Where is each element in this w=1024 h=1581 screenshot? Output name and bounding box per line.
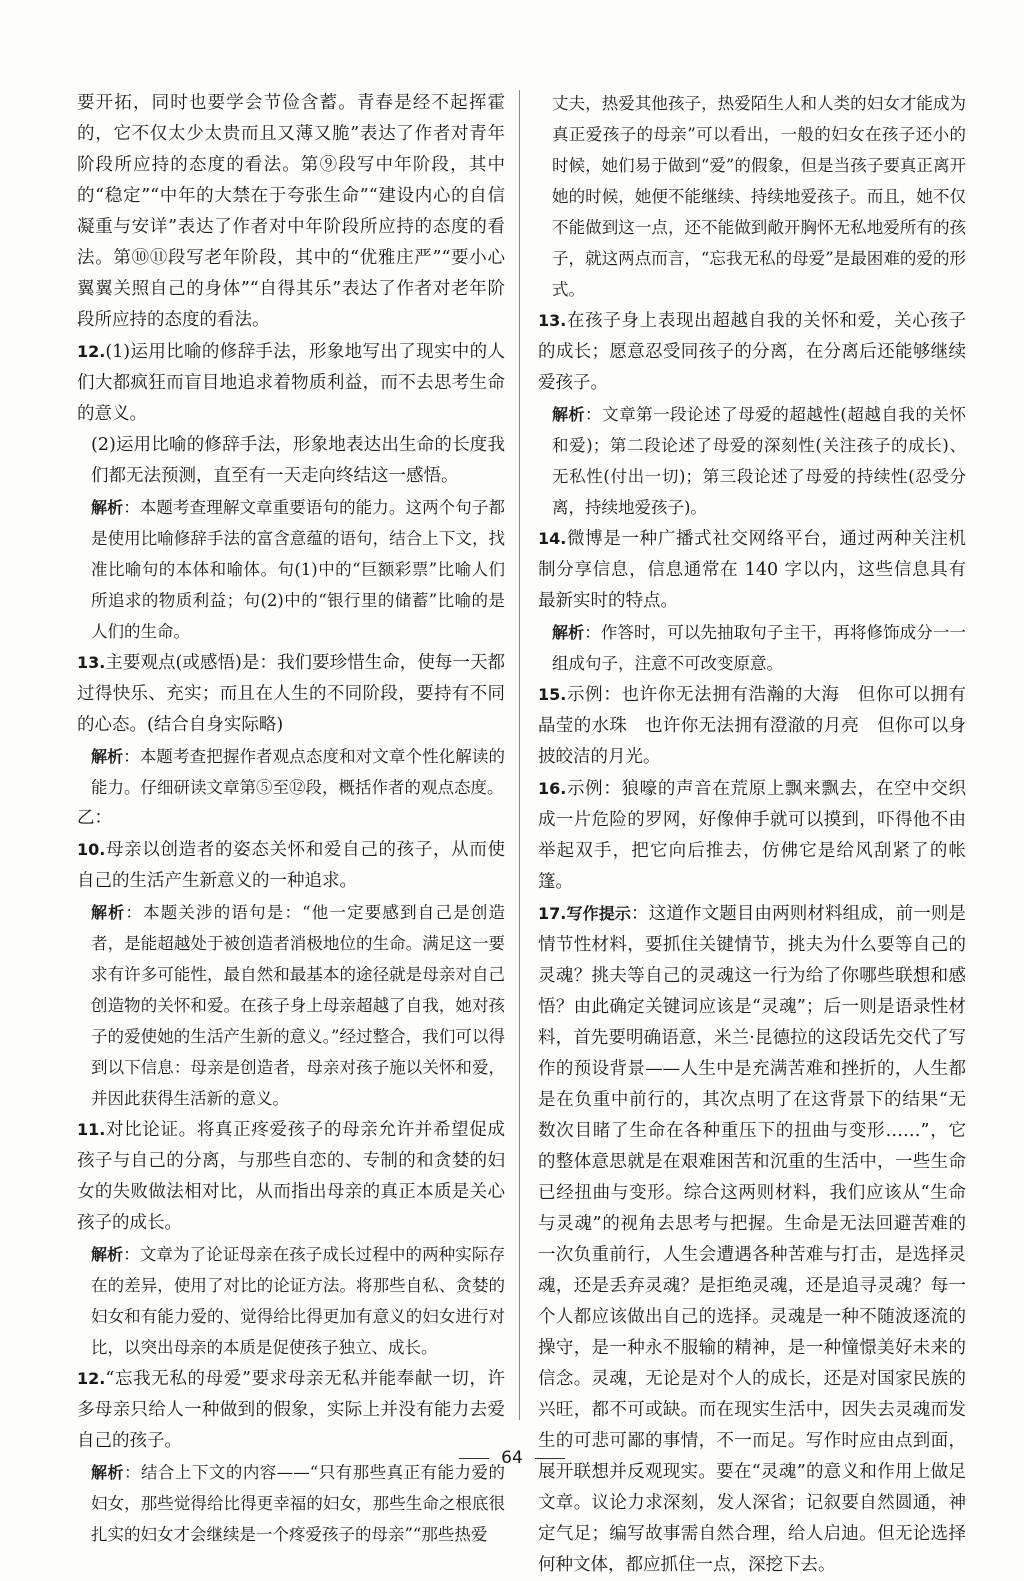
answer-text: 微博是一种广播式社交网络平台，通过两种关注机制分享信息，信息通常在 140 字以内，这些信息具有最新实时的特点。 (538, 529, 966, 611)
intro-paragraph: 要开拓，同时也要学会节俭含蓄。青春是经不起挥霍的，它不仅太少太贵而且又薄又脆”表达了作者对青年阶段所应持的态度的看法。第⑨段写中年阶段，其中的“稳定”“中年的大禁在于夸张生命”“建设内心的自信凝重与安详”表达了作者对中年阶段所应持的态度的看法。第⑩⑪段写老年阶段，其中的“优雅庄严”“要小心翼翼关照自己的身体”“自得其乐”表达了作者对老年阶段所应持的态度的看法。 (77, 93, 505, 330)
analysis-label: 解析 (91, 747, 124, 766)
answer-text: 示例：狼嚎的声音在荒原上飘来飘去，在空中交织成一片危险的罗网，好像伸手就可以摸到，吓得他不由举起双手，把它向后推去，仿佛它是给风刮紧了的帐篷。 (538, 779, 966, 892)
question-number: 16. (538, 779, 567, 798)
question-number: 13. (77, 653, 106, 672)
analysis-text: ：文章为了论证母亲在孩子成长过程中的两种实际存在的差异，使用了对比的论证方法。将那些自私、贪婪的妇女和有能力爱的、觉得给比得更加有意义的妇女进行对比，以突出母亲的本质是促使孩子独立、成长。 (91, 1245, 505, 1357)
question-11 (77, 1114, 505, 1363)
answer-text: 示例：也许你无法拥有浩瀚的大海 但你可以拥有晶莹的水珠 也许你无法拥有澄澈的月亮 但你可以身披皎洁的月光。 (538, 685, 966, 767)
answer-text: 母亲以创造者的姿态关怀和爱自己的孩子，从而使自己的生活产生新意义的一种追求。 (77, 840, 505, 891)
question-15 (538, 679, 966, 773)
analysis-label: 解析 (552, 405, 586, 424)
answer-text: 主要观点(或感悟)是：我们要珍惜生命，使每一天都过得快乐、充实；而且在人生的不同阶段，要持有不同的心态。(结合自身实际略) (77, 653, 505, 735)
question-number: 13. (538, 311, 567, 330)
analysis-label: 解析 (91, 1245, 124, 1264)
question-13-right (538, 305, 966, 523)
analysis-label: 解析 (552, 623, 585, 642)
question-number: 11. (77, 1120, 106, 1139)
answer-text: 在孩子身上表现出超越自我的关怀和爱，关心孩子的成长；愿意忍受同孩子的分离，在分离后还能够继续爱孩子。 (538, 311, 966, 393)
footer-dash-right (535, 1458, 565, 1459)
writing-tip-label: 写作提示 (566, 904, 632, 923)
page-number: 64 (501, 1448, 523, 1468)
section-heading: 乙： (77, 808, 112, 828)
left-column (77, 88, 505, 1550)
analysis-text: ：文章第一段论述了母爱的超越性(超越自我的关怀和爱)；第二段论述了母爱的深刻性(关注孩子的成长)、无私性(付出一切)；第三段论述了母爱的持续性(忍受分离，持续地爱孩子)。 (552, 405, 966, 517)
answer-text: “忘我无私的母爱”要求母亲无私并能奉献一切，许多母亲只给人一种做到的假象，实际上并没有能力去爱自己的孩子。 (77, 1369, 505, 1451)
analysis-label: 解析 (91, 1463, 124, 1482)
question-number: 14. (538, 529, 567, 548)
question-16 (538, 773, 966, 898)
question-number: 10. (77, 840, 106, 859)
analysis-label: 解析 (91, 903, 126, 922)
question-17 (538, 898, 966, 1581)
question-14 (538, 523, 966, 679)
analysis-text: ：结合上下文的内容——“只有那些真正有能力爱的妇女，那些觉得给比得更幸福的妇女，那些生命之根底很扎实的妇女才会继续是一个疼爱孩子的母亲”“那些热爱 (91, 1463, 505, 1544)
analysis-text: ：本题关涉的语句是：“他一定要感到自己是创造者，是能超越处于被创造者消极地位的生命。满足这一要求有许多可能性，最自然和最基本的途径就是母亲对自己创造物的关怀和爱。在孩子身上母亲超越了自我，她对孩子的爱使她的生活产生新的意义。”经过整合，我们可以得到以下信息：母亲是创造者，母亲对孩子施以关怀和爱，并因此获得生活新的意义。 (91, 903, 505, 1108)
analysis-text: ：作答时，可以先抽取句子主干，再将修饰成分一一组成句子，注意不可改变原意。 (552, 623, 966, 673)
analysis-continuation: 丈夫，热爱其他孩子，热爱陌生人和人类的妇女才能成为真正爱孩子的母亲”可以看出，一般的妇女在孩子还小的时候，她们易于做到“爱”的假象，但是当孩子要真正离开她的时候，她便不能继续、持续地爱孩子。而且，她不仅不能做到这一点，还不能做到敞开胸怀无私地爱所有的孩子，就这两点而言，“忘我无私的母爱”是最困难的爱的形式。 (552, 94, 966, 299)
question-number: 12. (77, 342, 106, 361)
right-column (538, 88, 966, 1581)
analysis-text: ：本题考查理解文章重要语句的能力。这两个句子都是使用比喻修辞手法的富含意蕴的语句，结合上下文，找准比喻句的本体和喻体。句(1)中的“巨额彩票”比喻人们所追求的物质利益；句(2)中的“银行里的储蓄”比喻的是人们的生命。 (91, 498, 505, 641)
question-number: 12. (77, 1369, 106, 1388)
analysis-label: 解析 (91, 498, 124, 517)
answer-text: ：这道作文题目由两则材料组成，前一则是情节性材料，要抓住关键情节，挑夫为什么要等自己的灵魂？挑夫等自己的灵魂这一行为给了你哪些联想和感悟？由此确定关键词应该是“灵魂”；后一则是语录性材料，首先要明确语意，米兰·昆德拉的这段话先交代了写作的预设背景——人生中是充满苦难和挫折的，人生都是在负重中前行的，其次点明了在这背景下的结果“无数次目睹了生命在各种重压下的扭曲与变形……”，它的整体意思就是在艰难困苦和沉重的生活中，一些生命已经扭曲与变形。综合这两则材料，我们应该从“生命与灵魂”的视角去思考与把握。生命是无法回避苦难的一次负重前行，人生会遭遇各种苦难与打击，是选择灵魂，还是丢弃灵魂？是拒绝灵魂，还是追寻灵魂？每一个人都应该做出自己的选择。灵魂是一种不随波逐流的操守，是一种永不服输的精神，是一种憧憬美好未来的信念。灵魂，无论是对个人的成长，还是对国家民族的兴旺，都不可或缺。而在现实生活中，因失去灵魂而发生的可悲可鄙的事情，不一而足。写作时应由点到面，展开联想并反观现实。要在“灵魂”的意义和作用上做足文章。议论力求深刻，发人深省；记叙要自然圆通，神定气足；编写故事需自然合理，给人启迪。但无论选择何种文体，都应抓住一点，深挖下去。 (538, 904, 966, 1575)
question-12 (77, 336, 505, 647)
question-number: 15. (538, 685, 567, 704)
question-10 (77, 834, 505, 1114)
question-number: 17. (538, 904, 567, 923)
answer-text: 对比论证。将真正疼爱孩子的母亲允许并希望促成孩子与自己的分离，与那些自恋的、专制的和贪婪的妇女的失败做法相对比，从而指出母亲的真正本质是关心孩子的成长。 (77, 1120, 505, 1233)
column-divider (519, 90, 520, 1420)
question-13 (77, 647, 505, 803)
answer-text: (2)运用比喻的修辞手法，形象地表达出生命的长度我们都无法预测，直至有一天走向终结这一感悟。 (91, 435, 505, 486)
page-footer (0, 1448, 1024, 1468)
footer-dash-left (459, 1458, 489, 1459)
answer-text: (1)运用比喻的修辞手法，形象地写出了现实中的人们大都疯狂而盲目地追求着物质利益，而不去思考生命的意义。 (77, 342, 505, 424)
analysis-text: ：本题考查把握作者观点态度和对文章个性化解读的能力。仔细研读文章第⑤至⑫段，概括作者的观点态度。 (91, 747, 505, 797)
